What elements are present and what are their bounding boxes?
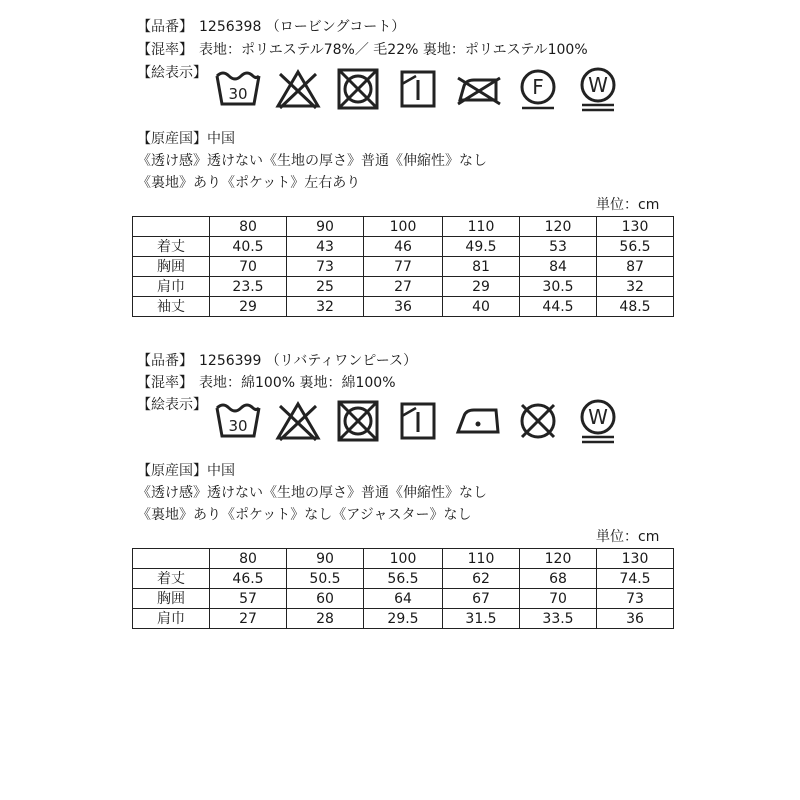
hinban-label: 【品番】 xyxy=(137,353,193,369)
product2-spec-line1: 《透け感》透けない《生地の厚さ》普通《伸縮性》なし xyxy=(137,485,487,501)
table-row xyxy=(133,297,674,317)
product1-spec-line1: 《透け感》透けない《生地の厚さ》普通《伸縮性》なし xyxy=(137,153,487,169)
table-cell: 73 xyxy=(287,257,364,277)
table-cell: 62 xyxy=(443,569,520,589)
table-cell: 46 xyxy=(364,237,443,257)
table-cell: 27 xyxy=(364,277,443,297)
size-header: 110 xyxy=(443,549,520,569)
product1-spec-line2: 《裏地》あり《ポケット》左右あり xyxy=(137,175,361,191)
size-header: 100 xyxy=(364,217,443,237)
size-header: 90 xyxy=(287,549,364,569)
table-cell: 56.5 xyxy=(364,569,443,589)
wash-30-icon xyxy=(214,66,262,112)
row-label: 胸囲 xyxy=(133,257,210,277)
product2-origin xyxy=(137,462,235,480)
table-cell: 40.5 xyxy=(210,237,287,257)
drip-dry-icon xyxy=(394,66,442,112)
material-value: 表地：綿100% 裏地：綿100% xyxy=(199,375,396,391)
row-label: 胸囲 xyxy=(133,589,210,609)
table-header-row xyxy=(133,549,674,569)
table-corner-cell xyxy=(133,217,210,237)
drip-dry-icon xyxy=(394,398,442,444)
size-header: 130 xyxy=(597,217,674,237)
size-header: 90 xyxy=(287,217,364,237)
table-cell: 33.5 xyxy=(520,609,597,629)
table-cell: 87 xyxy=(597,257,674,277)
table-row xyxy=(133,589,674,609)
product1-care-label: 【絵表示】 xyxy=(137,65,207,81)
product2-spec-line2: 《裏地》あり《ポケット》なし《アジャスター》なし xyxy=(137,507,472,523)
wash-temp-text: 30 xyxy=(228,417,248,435)
hinban-value: 1256398 （ロービングコート） xyxy=(199,19,406,35)
table-cell: 50.5 xyxy=(287,569,364,589)
table-cell: 25 xyxy=(287,277,364,297)
product2-unit: 単位：cm xyxy=(596,529,660,545)
table-row xyxy=(133,569,674,589)
table-cell: 30.5 xyxy=(520,277,597,297)
origin-value: 中国 xyxy=(207,131,235,147)
product1-hinban xyxy=(137,18,405,36)
no-dry-clean-icon xyxy=(514,398,562,444)
table-cell: 28 xyxy=(287,609,364,629)
iron-low-icon xyxy=(454,398,502,444)
product1-origin xyxy=(137,130,235,148)
table-cell: 32 xyxy=(597,277,674,297)
table-cell: 68 xyxy=(520,569,597,589)
dry-clean-f-icon xyxy=(514,66,562,112)
no-tumble-dry-icon xyxy=(334,398,382,444)
table-cell: 29 xyxy=(443,277,520,297)
table-cell: 74.5 xyxy=(597,569,674,589)
size-header: 120 xyxy=(520,549,597,569)
table-cell: 43 xyxy=(287,237,364,257)
table-cell: 81 xyxy=(443,257,520,277)
size-header: 80 xyxy=(210,217,287,237)
no-bleach-icon xyxy=(274,398,322,444)
product2-care-icons xyxy=(214,398,622,444)
product2-material xyxy=(137,374,396,392)
product2-size-table xyxy=(132,548,674,629)
wet-clean-w-icon xyxy=(574,66,622,112)
table-row xyxy=(133,609,674,629)
table-row xyxy=(133,257,674,277)
table-cell: 44.5 xyxy=(520,297,597,317)
material-label: 【混率】 xyxy=(137,375,193,391)
table-row xyxy=(133,237,674,257)
table-cell: 77 xyxy=(364,257,443,277)
row-label: 袖丈 xyxy=(133,297,210,317)
product2-hinban xyxy=(137,352,417,370)
wash-30-icon xyxy=(214,398,262,444)
table-corner-cell xyxy=(133,549,210,569)
origin-label: 【原産国】 xyxy=(137,131,207,147)
product1-material xyxy=(137,41,588,59)
table-cell: 84 xyxy=(520,257,597,277)
table-cell: 70 xyxy=(210,257,287,277)
row-label: 肩巾 xyxy=(133,277,210,297)
origin-value: 中国 xyxy=(207,463,235,479)
wet-clean-letter: W xyxy=(588,73,608,97)
row-label: 着丈 xyxy=(133,569,210,589)
wet-clean-w-icon xyxy=(574,398,622,444)
row-label: 肩巾 xyxy=(133,609,210,629)
table-cell: 64 xyxy=(364,589,443,609)
table-cell: 40 xyxy=(443,297,520,317)
table-cell: 73 xyxy=(597,589,674,609)
size-header: 110 xyxy=(443,217,520,237)
wash-temp-text: 30 xyxy=(228,85,248,103)
origin-label: 【原産国】 xyxy=(137,463,207,479)
no-bleach-icon xyxy=(274,66,322,112)
table-cell: 53 xyxy=(520,237,597,257)
material-label: 【混率】 xyxy=(137,42,193,58)
no-tumble-dry-icon xyxy=(334,66,382,112)
product1-unit: 単位：cm xyxy=(596,197,660,213)
table-cell: 48.5 xyxy=(597,297,674,317)
size-header: 80 xyxy=(210,549,287,569)
size-header: 100 xyxy=(364,549,443,569)
table-cell: 36 xyxy=(364,297,443,317)
wet-clean-letter: W xyxy=(588,405,608,429)
table-cell: 29 xyxy=(210,297,287,317)
table-cell: 29.5 xyxy=(364,609,443,629)
size-header: 120 xyxy=(520,217,597,237)
hinban-label: 【品番】 xyxy=(137,19,193,35)
table-cell: 56.5 xyxy=(597,237,674,257)
no-iron-icon xyxy=(454,66,502,112)
table-cell: 60 xyxy=(287,589,364,609)
table-row xyxy=(133,277,674,297)
product1-size-table xyxy=(132,216,674,317)
table-cell: 23.5 xyxy=(210,277,287,297)
table-cell: 31.5 xyxy=(443,609,520,629)
material-value: 表地：ポリエステル78%／ 毛22% 裏地：ポリエステル100% xyxy=(199,42,588,58)
dry-clean-letter: F xyxy=(532,75,544,99)
table-cell: 27 xyxy=(210,609,287,629)
size-header: 130 xyxy=(597,549,674,569)
table-cell: 49.5 xyxy=(443,237,520,257)
table-cell: 32 xyxy=(287,297,364,317)
hinban-value: 1256399 （リバティワンピース） xyxy=(199,353,418,369)
table-cell: 46.5 xyxy=(210,569,287,589)
product1-care-icons xyxy=(214,66,622,112)
table-cell: 67 xyxy=(443,589,520,609)
table-cell: 57 xyxy=(210,589,287,609)
table-header-row xyxy=(133,217,674,237)
row-label: 着丈 xyxy=(133,237,210,257)
table-cell: 36 xyxy=(597,609,674,629)
table-cell: 70 xyxy=(520,589,597,609)
product2-care-label: 【絵表示】 xyxy=(137,397,207,413)
